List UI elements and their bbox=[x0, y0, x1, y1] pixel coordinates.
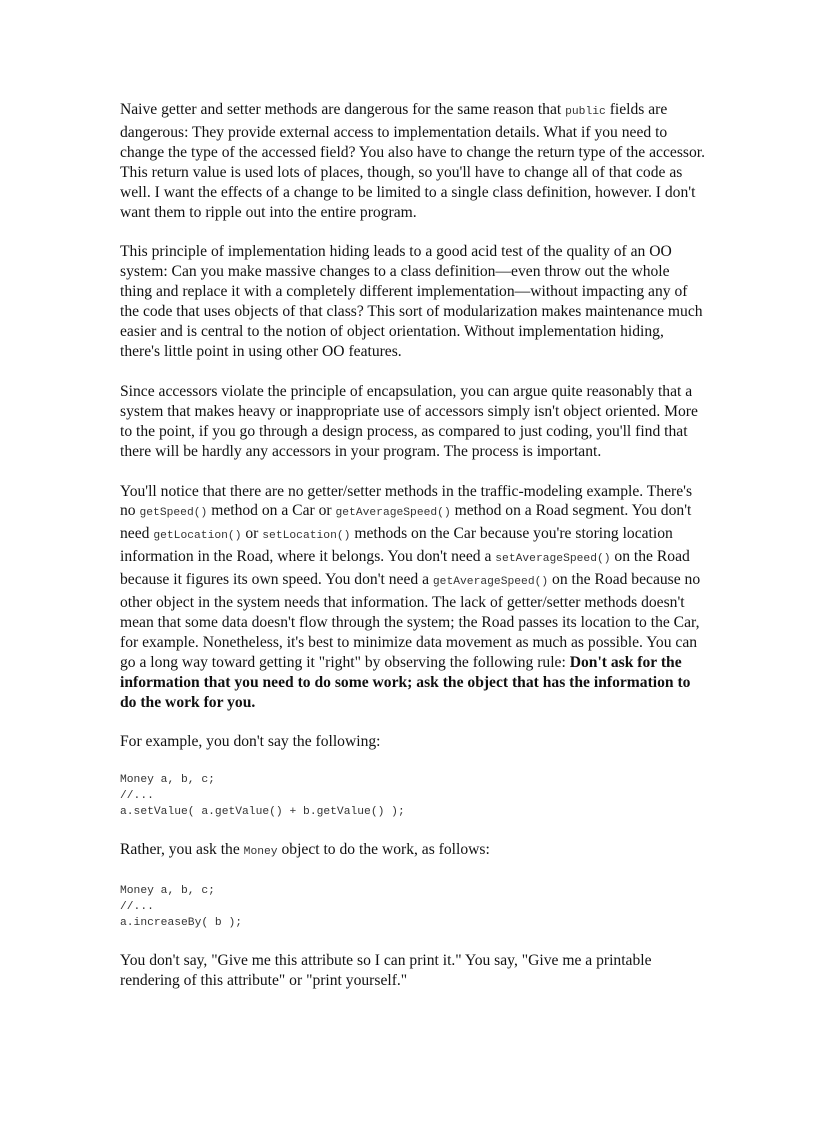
paragraph-encapsulation: Since accessors violate the principle of encapsulation, you can argue quite reasonably that a system that makes heavy or inappropriate use of accessors simply isn't object oriented. More to the point, if you go through a design process, as compared to just coding, you'll find that there will be hardly any accessors in your program. The process is important. bbox=[120, 382, 698, 460]
paragraph-example-intro: For example, you don't say the following: bbox=[120, 733, 381, 751]
text: or bbox=[241, 525, 263, 543]
inline-code: setAverageSpeed() bbox=[495, 553, 611, 566]
paragraph-print-yourself: You don't say, "Give me this attribute so I can print it." You say, "Give me a printable rendering of this attribute" or "print yourself." bbox=[120, 952, 652, 990]
paragraph-accessor-dangers bbox=[120, 100, 705, 222]
text: Naive getter and setter methods are dangerous for the same reason that bbox=[120, 101, 566, 118]
paragraph-traffic-example bbox=[120, 482, 705, 713]
inline-code: public bbox=[565, 106, 606, 118]
text: on the Road because it figures its own speed. You don't need a bbox=[120, 548, 690, 589]
paragraph-rather bbox=[120, 840, 705, 863]
document-page bbox=[120, 100, 705, 1011]
inline-code: getSpeed() bbox=[139, 507, 208, 520]
inline-code: getLocation() bbox=[153, 530, 242, 543]
inline-code: setLocation() bbox=[262, 530, 351, 543]
inline-code: getAverageSpeed() bbox=[335, 507, 451, 520]
inline-code: getAverageSpeed() bbox=[432, 576, 549, 589]
text: You'll notice that there are no getter/setter methods in the traffic-modeling example. There's no bbox=[120, 482, 693, 520]
text: method on a Road segment. You don't need bbox=[120, 502, 692, 543]
code-block-increase-by: Money a, b, c; //... a.increaseBy( b ); bbox=[120, 885, 243, 930]
paragraph-implementation-hiding: This principle of implementation hiding leads to a good acid test of the quality of an OO system: Can you make massive changes to a class definition—even throw out the whole thing and replace it with a completely different implementation—without impacting any of the code that uses objects of that class? This sort of modularization makes maintenance much easier and is central to the notion of object orientation. Without implementation hiding, there's little point in using other OO features. bbox=[120, 243, 703, 360]
text: fields are dangerous: They provide external access to implementation details. What if you need to change the type of the accessed field? You also have to change the return type of the accessor. This return value is used lots of places, though, so you'll have to change all of that code as well. I want the effects of a change to be limited to a single class definition, however. I don't want them to ripple out into the entire program. bbox=[120, 101, 705, 221]
inline-code: Money bbox=[243, 846, 278, 859]
rule-bold-text: Don't ask for the information that you need to do some work; ask the object that has the information to do the work for you. bbox=[120, 653, 691, 711]
text: Rather, you ask the bbox=[120, 841, 244, 859]
text: method on a Car or bbox=[207, 502, 336, 520]
text: methods on the Car because you're storing location information in the Road, where it belongs. You don't need a bbox=[120, 525, 673, 566]
text: on the Road because no other object in the system needs that information. The lack of getter/setter methods doesn't mean that some data doesn't flow through the system; the Road passes its location to the Car, for example. Nonetheless, it's best to minimize data movement as much as possible. You can go a long way toward getting it "right" by observing the following rule: bbox=[120, 571, 701, 671]
code-block-getter-setter: Money a, b, c; //... a.setValue( a.getValue() + b.getValue() ); bbox=[120, 774, 405, 819]
text: object to do the work, as follows: bbox=[277, 841, 490, 859]
